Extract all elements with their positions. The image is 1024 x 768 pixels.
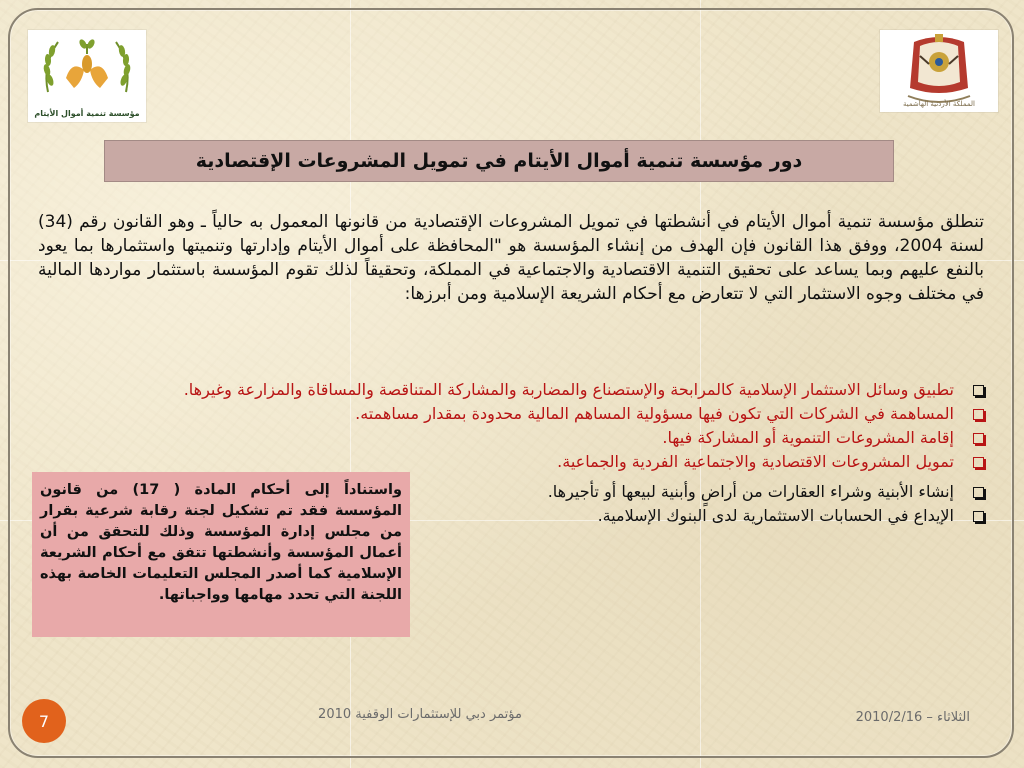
- page-number-badge: 7: [22, 699, 66, 743]
- bullet-text: الإيداع في الحسابات الاستثمارية لدى البنوك الإسلامية.: [597, 506, 954, 525]
- footer-date: الثلاثاء – 2010/2/16: [855, 710, 970, 725]
- slide-title-bar: [104, 140, 894, 182]
- slide-title: دور مؤسسة تنمية أموال الأيتام في تمويل المشروعات الإقتصادية: [195, 150, 803, 172]
- bullet-text: المساهمة في الشركات التي تكون فيها مسؤولية المساهم المالية محدودة بمقدار مساهمته.: [355, 404, 954, 423]
- logo-caption: مؤسسة تنمية أموال الأيتام: [34, 109, 140, 118]
- intro-paragraph: تنطلق مؤسسة تنمية أموال الأيتام في أنشطتها في تمويل المشروعات الإقتصادية من قانونها المعمول به حالياً ـ وهو القانون رقم (34) لسنة 2004، ووفق هذا القانون فإن الهدف من إنشاء المؤسسة هو "المحافظة على أموال الأيتام وإدارتها وتنميتها واستثمارها بما يعود بالنفع عليهم وبما يساعد على تحقيق التنمية الاقتصادية والاجتماعية في المملكة، وتحقيقاً لذلك تقوم المؤسسة باستثمار مواردها المالية في مختلف وجوه الاستثمار التي لا تتعارض مع أحكام الشريعة الإسلامية ومن أبرزها:: [38, 212, 984, 304]
- coat-caption: المملكة الأردنية الهاشمية: [902, 100, 976, 108]
- bullet-text: إنشاء الأبنية وشراء العقارات من أراضٍ وأبنية لبيعها أو تأجيرها.: [547, 482, 954, 501]
- checkbox-bullet-icon: [973, 433, 984, 444]
- bullet-text: إقامة المشروعات التنموية أو المشاركة فيها.: [662, 428, 954, 447]
- sharia-committee-note: واستناداً إلى أحكام المادة ( 17) من قانون المؤسسة فقد تم تشكيل لجنة رقابة شرعية بقرار من مجلس إدارة المؤسسة وذلك للتحقق من أن أعمال المؤسسة وأنشطتها تتفق مع أحكام الشريعة الإسلامية كما أصدر المجلس التعليمات الخاصة بهذه اللجنة التي تحدد مهامها وواجباتها.: [32, 472, 410, 637]
- checkbox-bullet-icon: [973, 511, 984, 522]
- wheat-hands-icon: [28, 30, 146, 108]
- footer-conference: مؤتمر دبي للإستثمارات الوقفية 2010: [318, 707, 522, 722]
- bullet-text: تمويل المشروعات الاقتصادية والاجتماعية الفردية والجماعية.: [557, 452, 954, 471]
- checkbox-bullet-icon: [973, 487, 984, 498]
- bullet-text: تطبيق وسائل الاستثمار الإسلامية كالمرابحة والإستصناع والمضاربة والمشاركة المتناقصة والمساقاة والمزارعة وغيرها.: [183, 380, 954, 399]
- jordan-coat-of-arms-logo: [880, 30, 998, 112]
- list-item: [30, 378, 984, 402]
- list-item: [30, 450, 984, 474]
- checkbox-bullet-icon: [973, 457, 984, 468]
- list-item: [30, 426, 984, 450]
- list-item: [30, 402, 984, 426]
- checkbox-bullet-icon: [973, 385, 984, 396]
- coat-of-arms-icon: [880, 30, 998, 112]
- orphans-fund-logo: [28, 30, 146, 122]
- checkbox-bullet-icon: [973, 409, 984, 420]
